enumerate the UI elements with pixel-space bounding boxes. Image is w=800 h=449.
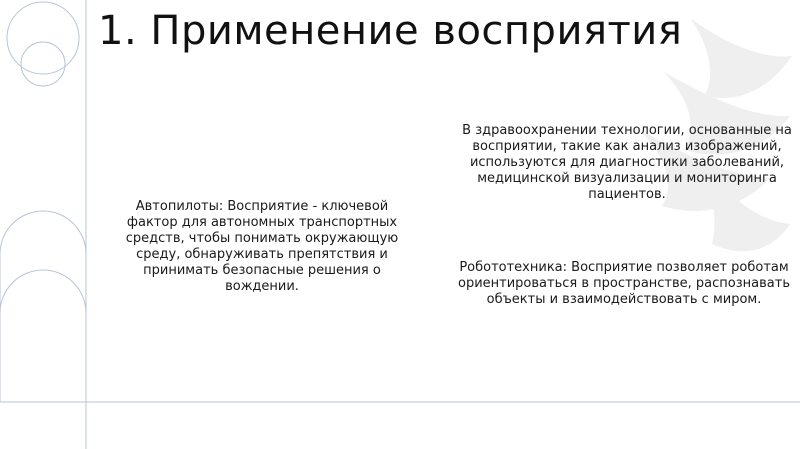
healthcare-text: В здравоохранении технологии, основанные на восприятии, такие как анализ изображений, используются для диагностики заболеваний, медицинской визуализации и мониторинга пациентов.: [462, 123, 792, 202]
slide-title: 1. Применение восприятия: [98, 8, 683, 54]
arch-outline-upper: [0, 211, 86, 402]
autopilot-text: Автопилоты: Восприятие - ключевой фактор для автономных транспортных средств, чтобы понимать окружающую среду, обнаруживать препятствия и принимать безопасные решения о вождении.: [125, 199, 399, 294]
circle-outline-small: [21, 42, 65, 86]
robotics-text: Робототехника: Восприятие позволяет роботам ориентироваться в пространстве, распознавать объекты и взаимодействовать с миром.: [458, 260, 790, 307]
circle-outline-large: [7, 2, 79, 74]
arch-outline-lower: [0, 270, 86, 313]
